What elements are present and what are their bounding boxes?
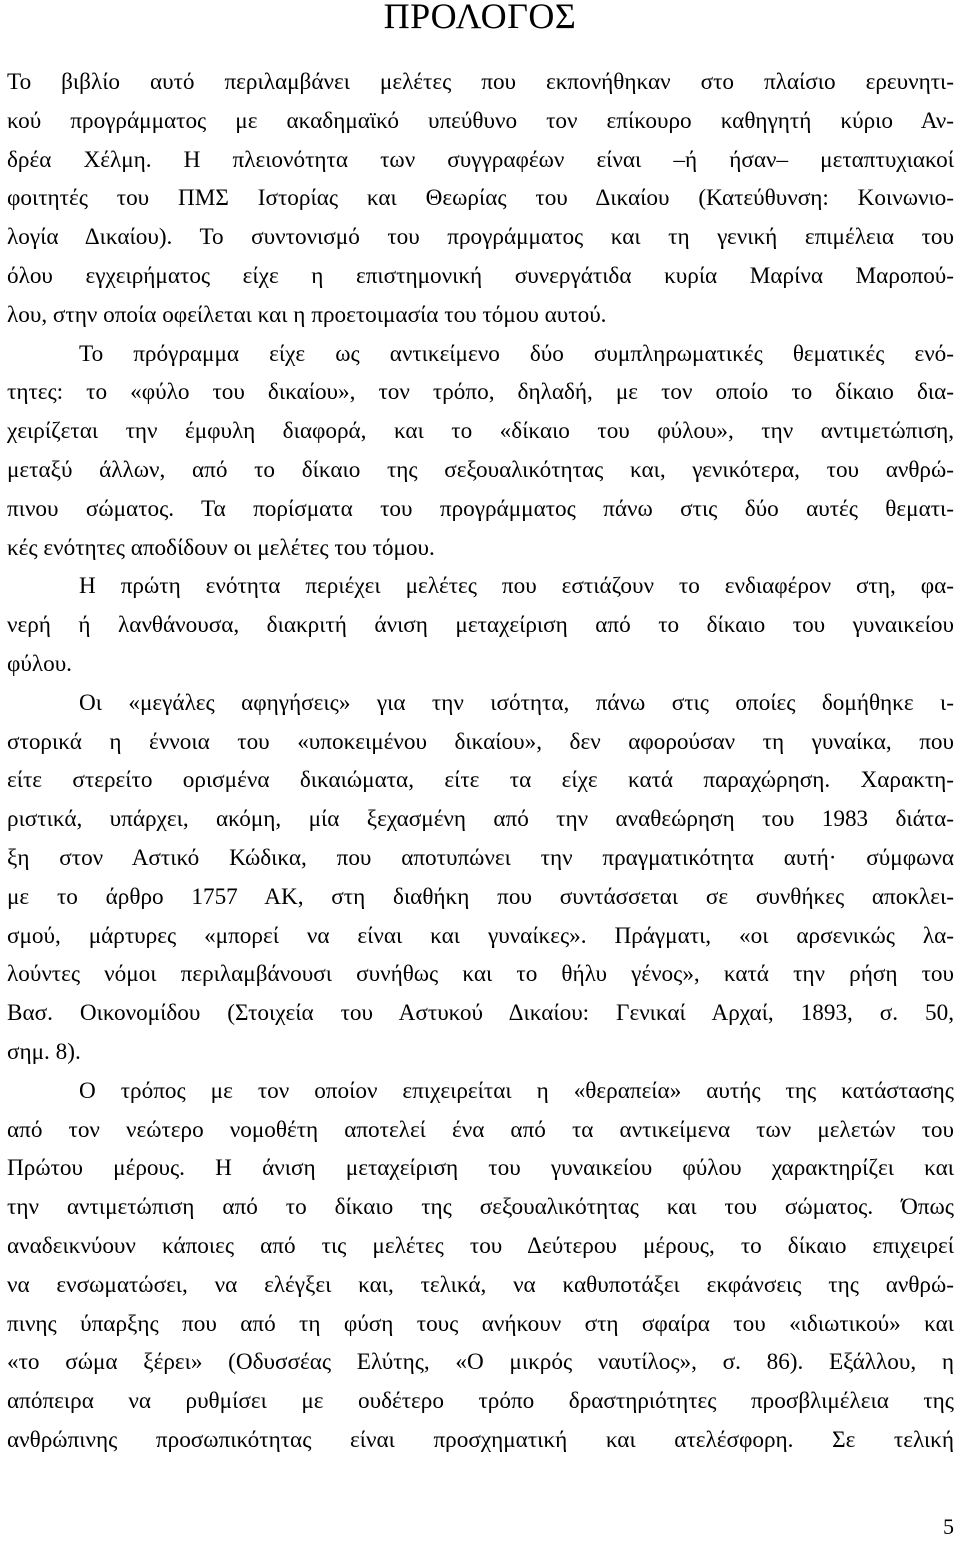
text-line: Πρώτου μέρους. Η άνιση μεταχείριση του γυναικείου φύλου χαρακτηρίζει και (7, 1155, 954, 1182)
text-line: να ενσωματώσει, να ελέγξει και, τελικά, να καθυποτάξει εκφάνσεις της ανθρώ- (7, 1271, 954, 1298)
text-line: σημ. 8). (7, 1038, 81, 1065)
page-number: 5 (943, 1514, 954, 1539)
text-line: νερή ή λανθάνουσα, διακριτή άνιση μεταχείριση από το δίκαιο του γυναικείου (7, 612, 954, 639)
text-line: μεταξύ άλλων, από το δίκαιο της σεξουαλικότητας και, γενικότερα, του ανθρώ- (7, 456, 954, 483)
text-line: από τον νεώτερο νομοθέτη αποτελεί ένα από τα αντικείμενα των μελετών του (7, 1116, 954, 1143)
text-line: πινης ύπαρξης που από τη φύση τους ανήκουν στη σφαίρα του «ιδιωτικού» και (7, 1310, 954, 1337)
text-line: φύλου. (7, 650, 72, 677)
text-line: λογία Δικαίου). Το συντονισμό του προγράμματος και τη γενική επιμέλεια του (7, 224, 954, 251)
text-line: ριστικά, υπάρχει, ακόμη, μία ξεχασμένη από την αναθεώρηση του 1983 διάτα- (7, 806, 954, 833)
text-line: στορικά η έννοια του «υποκειμένου δικαίου», δεν αφορούσαν τη γυναίκα, που (7, 728, 954, 755)
text-line: Το πρόγραμμα είχε ως αντικείμενο δύο συμπληρωματικές θεματικές ενό- (79, 340, 954, 367)
text-line: δρέα Χέλμη. Η πλειονότητα των συγγραφέων είναι –ή ήσαν– μεταπτυχιακοί (7, 146, 954, 173)
text-line: Το βιβλίο αυτό περιλαμβάνει μελέτες που εκπονήθηκαν στο πλαίσιο ερευνητι- (7, 69, 954, 95)
text-line: ξη στον Αστικό Κώδικα, που αποτυπώνει την πραγματικότητα αυτή· σύμφωνα (7, 844, 954, 871)
text-line: όλου εγχειρήματος είχε η επιστημονική συνεργάτιδα κυρία Μαρίνα Μαροπού- (7, 262, 954, 289)
text-line: σμού, μάρτυρες «μπορεί να είναι και γυναίκες». Πράγματι, «οι αρσενικώς λα- (7, 922, 954, 949)
text-line: τητες: το «φύλο του δικαίου», τον τρόπο, δηλαδή, με τον οποίο το δίκαιο δια- (7, 379, 954, 406)
page-title: ΠΡΟΛΟΓΟΣ (383, 0, 577, 36)
body-text (7, 63, 954, 1460)
text-line: κού προγράμματος με ακαδημαϊκό υπεύθυνο τον επίκουρο καθηγητή κύριο Αν- (7, 107, 954, 134)
text-line: Βασ. Οικονομίδου (Στοιχεία του Αστυκού Δικαίου: Γενικαί Αρχαί, 1893, σ. 50, (7, 1000, 954, 1027)
text-line: λου, στην οποία οφείλεται και η προετοιμασία του τόμου αυτού. (7, 301, 607, 328)
text-line: πινου σώματος. Τα πορίσματα του προγράμματος πάνω στις δύο αυτές θεματι- (7, 495, 954, 522)
text-line: Η πρώτη ενότητα περιέχει μελέτες που εστιάζουν το ενδιαφέρον στη, φα- (79, 573, 954, 600)
text-line: ανθρώπινης προσωπικότητας είναι προσχηματική και ατελέσφορη. Σε τελική (7, 1426, 954, 1453)
text-line: κές ενότητες αποδίδουν οι μελέτες του τόμου. (7, 534, 435, 561)
text-line: αναδεικνύουν κάποιες από τις μελέτες του Δεύτερου μέρους, το δίκαιο επιχειρεί (7, 1232, 954, 1259)
text-line: την αντιμετώπιση από το δίκαιο της σεξουαλικότητας και του σώματος. Όπως (7, 1194, 954, 1221)
text-line: φοιτητές του ΠΜΣ Ιστορίας και Θεωρίας του Δικαίου (Κατεύθυνση: Κοινωνιο- (7, 185, 954, 212)
text-line: με το άρθρο 1757 ΑΚ, στη διαθήκη που συντάσσεται σε συνθήκες αποκλει- (7, 883, 954, 910)
text-line: χειρίζεται την έμφυλη διαφορά, και το «δίκαιο του φύλου», την αντιμετώπιση, (7, 418, 954, 445)
text-line: Οι «μεγάλες αφηγήσεις» για την ισότητα, πάνω στις οποίες δομήθηκε ι- (79, 689, 954, 716)
text-line: «το σώμα ξέρει» (Οδυσσέας Ελύτης, «Ο μικρός ναυτίλος», σ. 86). Εξάλλου, η (7, 1349, 954, 1376)
text-line: απόπειρα να ρυθμίσει με ουδέτερο τρόπο δραστηριότητες προσβλιμέλεια της (7, 1388, 954, 1415)
text-line: λούντες νόμοι περιλαμβάνουσι συνήθως και το θήλυ γένος», κατά την ρήση του (7, 961, 954, 988)
text-line: Ο τρόπος με τον οποίον επιχειρείται η «θεραπεία» αυτής της κατάστασης (79, 1077, 954, 1104)
text-line: είτε στερείτο ορισμένα δικαιώματα, είτε τα είχε κατά παραχώρηση. Χαρακτη- (7, 767, 954, 794)
